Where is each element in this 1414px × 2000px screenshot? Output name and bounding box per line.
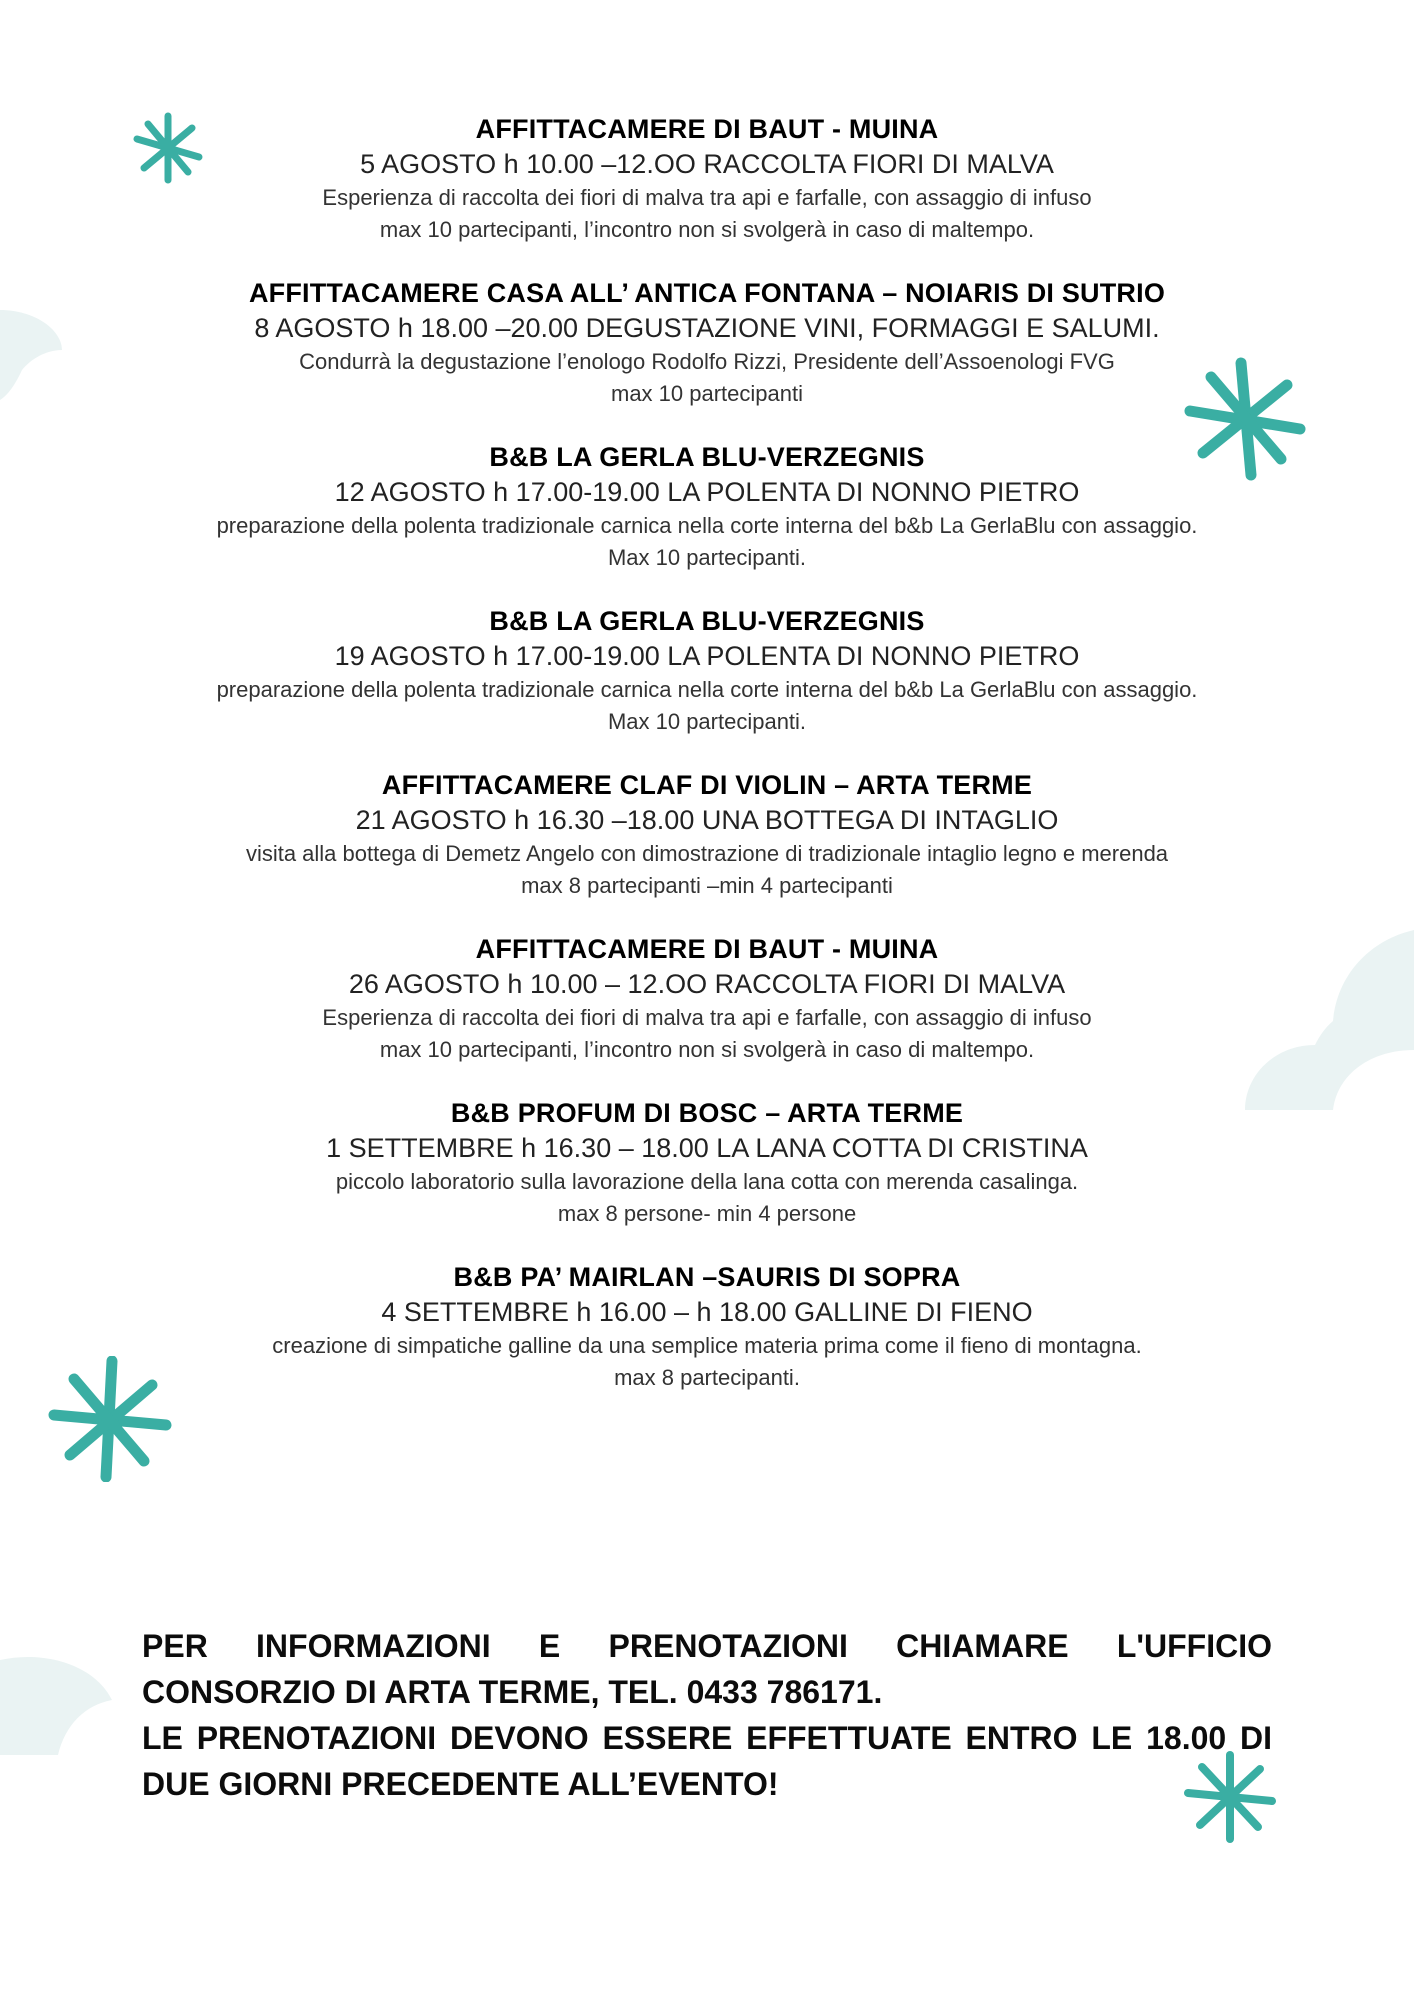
event-title: 21 AGOSTO h 16.30 –18.00 UNA BOTTEGA DI INTAGLIO (355, 805, 1059, 835)
event-capacity: max 10 partecipanti, l’incontro non si svolgerà in caso di maltempo. (379, 217, 1035, 242)
event-capacity: max 8 partecipanti –min 4 partecipanti (521, 873, 893, 898)
cloud-decoration-left-bottom (0, 1655, 120, 1765)
event-description: Condurrà la degustazione l’enologo Rodolfo Rizzi, Presidente dell’Assoenologi FVG (299, 349, 1115, 374)
event-capacity: max 10 partecipanti, l’incontro non si svolgerà in caso di maltempo. (379, 1037, 1035, 1062)
event-item (0, 768, 1414, 902)
event-venue: B&B PROFUM DI BOSC – ARTA TERME (450, 1098, 964, 1128)
event-venue: AFFITTACAMERE CLAF DI VIOLIN – ARTA TERME (381, 770, 1033, 800)
event-description: Esperienza di raccolta dei fiori di malva tra api e farfalle, con assaggio di infuso (322, 185, 1092, 210)
event-description: piccolo laboratorio sulla lavorazione della lana cotta con merenda casalinga. (335, 1169, 1079, 1194)
event-description: Esperienza di raccolta dei fiori di malva tra api e farfalle, con assaggio di infuso (322, 1005, 1092, 1030)
event-capacity: Max 10 partecipanti. (607, 545, 807, 570)
event-venue: B&B LA GERLA BLU-VERZEGNIS (489, 606, 925, 636)
event-item (0, 604, 1414, 738)
booking-notice-line: LE PRENOTAZIONI DEVONO ESSERE EFFETTUATE ENTRO LE 18.00 DI (142, 1720, 1272, 1756)
event-description: preparazione della polenta tradizionale carnica nella corte interna del b&b La GerlaBlu con assaggio. (216, 513, 1198, 538)
event-venue: B&B PA’ MAIRLAN –SAURIS DI SOPRA (453, 1262, 961, 1292)
event-item (0, 1096, 1414, 1230)
event-venue: AFFITTACAMERE DI BAUT - MUINA (475, 934, 939, 964)
booking-notice-line: PER INFORMAZIONI E PRENOTAZIONI CHIAMARE L'UFFICIO (142, 1628, 1272, 1664)
event-description: creazione di simpatiche galline da una semplice materia prima come il fieno di montagna. (272, 1333, 1142, 1358)
event-capacity: max 8 partecipanti. (614, 1365, 800, 1390)
event-item (0, 932, 1414, 1066)
event-title: 5 AGOSTO h 10.00 –12.OO RACCOLTA FIORI DI MALVA (360, 149, 1054, 179)
event-title: 4 SETTEMBRE h 16.00 – h 18.00 GALLINE DI FIENO (381, 1297, 1033, 1327)
events-list (0, 112, 1414, 1424)
event-title: 1 SETTEMBRE h 16.30 – 18.00 LA LANA COTTA DI CRISTINA (326, 1133, 1088, 1163)
event-title: 19 AGOSTO h 17.00-19.00 LA POLENTA DI NONNO PIETRO (334, 641, 1080, 671)
event-venue: AFFITTACAMERE DI BAUT - MUINA (475, 114, 939, 144)
booking-notice-deadline: DUE GIORNI PRECEDENTE ALL’EVENTO! (142, 1766, 779, 1802)
booking-notice-phone: CONSORZIO DI ARTA TERME, TEL. 0433 786171. (142, 1674, 883, 1710)
event-item (0, 1260, 1414, 1394)
event-title: 26 AGOSTO h 10.00 – 12.OO RACCOLTA FIORI DI MALVA (348, 969, 1066, 999)
event-title: 12 AGOSTO h 17.00-19.00 LA POLENTA DI NONNO PIETRO (334, 477, 1080, 507)
event-venue: AFFITTACAMERE CASA ALL’ ANTICA FONTANA – NOIARIS DI SUTRIO (248, 278, 1166, 308)
event-item (0, 112, 1414, 246)
event-description: visita alla bottega di Demetz Angelo con dimostrazione di tradizionale intaglio legno e merenda (245, 841, 1169, 866)
event-capacity: max 8 persone- min 4 persone (557, 1201, 857, 1226)
event-venue: B&B LA GERLA BLU-VERZEGNIS (489, 442, 925, 472)
event-item (0, 440, 1414, 574)
event-description: preparazione della polenta tradizionale carnica nella corte interna del b&b La GerlaBlu con assaggio. (216, 677, 1198, 702)
event-title: 8 AGOSTO h 18.00 –20.00 DEGUSTAZIONE VINI, FORMAGGI E SALUMI. (254, 313, 1160, 343)
booking-notice (142, 1623, 1272, 1807)
event-item (0, 276, 1414, 410)
event-capacity: Max 10 partecipanti. (607, 709, 807, 734)
event-capacity: max 10 partecipanti (611, 381, 803, 406)
